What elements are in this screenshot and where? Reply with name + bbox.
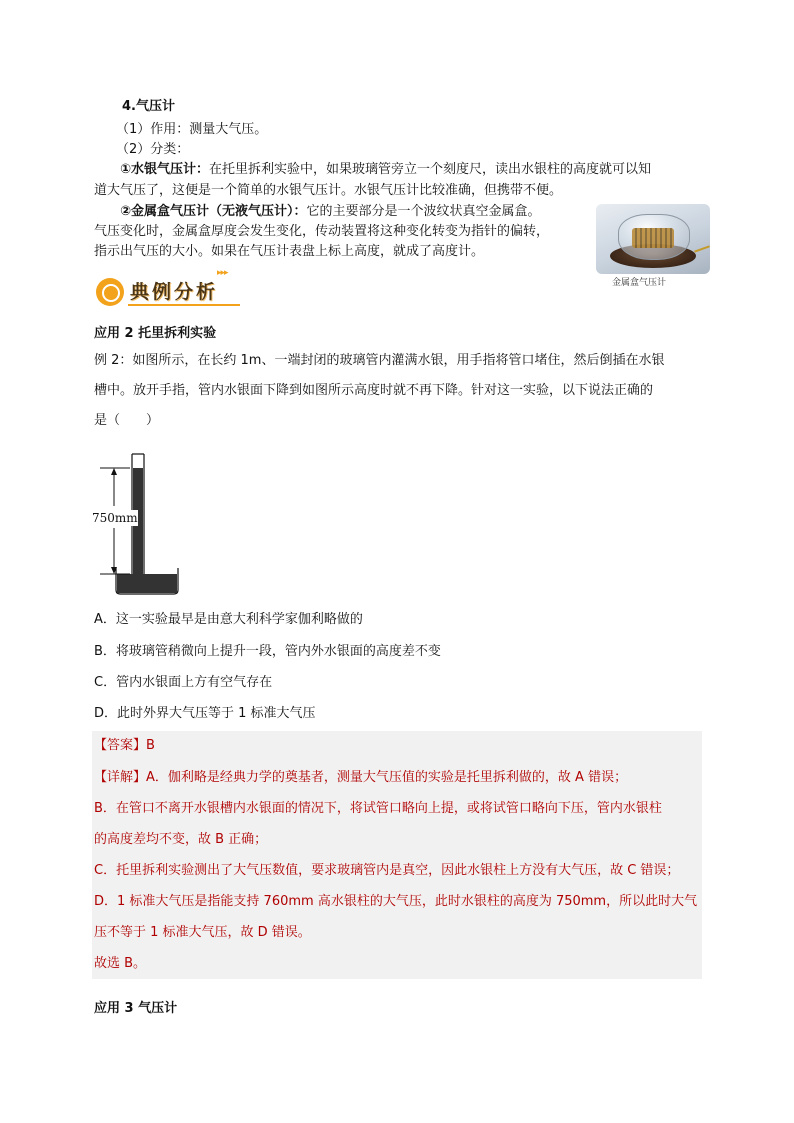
question-line2: 槽中。放开手指，管内水银面下降到如图所示高度时就不再下降。针对这一实验，以下说法正确的	[94, 383, 654, 398]
detail-c-line: C．托里拆利实验测出了大气压数值，要求玻璃管内是真空，因此水银柱上方没有大气压，故 C 错误；	[94, 863, 680, 878]
question-line1: 例 2：如图所示，在长约 1m、一端封闭的玻璃管内灌满水银，用手指将管口堵住，然后倒插在水银	[94, 353, 665, 368]
aneroid-barometer-text1: 它的主要部分是一个波纹状真空金属盒。	[306, 204, 541, 219]
detail-a-line	[94, 769, 627, 787]
aneroid-barometer-photo	[596, 204, 710, 274]
question-line3: 是（ ）	[94, 413, 160, 428]
arrows-icon: ▸▸▸	[217, 268, 228, 278]
detail-b-line2: 的高度差均不变，故 B 正确；	[94, 832, 268, 847]
function-item: （1）作用：测量大气压。	[116, 122, 268, 137]
option-d: D．此时外界大气压等于 1 标准大气压	[94, 706, 316, 721]
mercury-column	[133, 468, 143, 590]
aneroid-barometer-line1	[120, 203, 541, 221]
barometer-wire	[694, 245, 710, 252]
detail-label: 【详解】	[94, 770, 147, 785]
globe-icon	[96, 278, 124, 306]
option-c: C．管内水银面上方有空气存在	[94, 675, 273, 690]
detail-a-text: A．伽利略是经典力学的奠基者，测量大气压值的实验是托里拆利做的，故 A 错误；	[146, 770, 628, 785]
application-3-heading: 应用 3 气压计	[94, 1001, 178, 1016]
answer-label: 【答案】B	[94, 738, 155, 753]
detail-d-line1: D．1 标准大气压是指能支持 760mm 高水银柱的大气压，此时水银柱的高度为 750mm，所以此时大气	[94, 894, 698, 909]
mercury-barometer-line2: 道大气压了，这便是一个简单的水银气压计。水银气压计比较准确，但携带不便。	[94, 183, 563, 198]
photo-caption: 金属盒气压计	[612, 278, 667, 288]
height-label: 750mm	[92, 511, 138, 525]
conclusion: 故选 B。	[94, 956, 147, 971]
option-b: B．将玻璃管稍微向上提升一段，管内外水银面的高度差不变	[94, 644, 441, 659]
detail-b-line1: B．在管口不离开水银槽内水银面的情况下，将试管口略向上提，或将试管口略向下压，管内水银柱	[94, 801, 662, 816]
banner-underline	[128, 304, 240, 306]
mercury-barometer-line1	[120, 161, 651, 179]
detail-d-line2: 压不等于 1 标准大气压，故 D 错误。	[94, 925, 311, 940]
section-heading: 4.气压计	[122, 99, 175, 114]
barometer-mechanism	[632, 228, 674, 248]
application-2-heading: 应用 2 托里拆利实验	[94, 326, 217, 341]
trough-mercury	[117, 574, 177, 593]
aneroid-barometer-term: ②金属盒气压计（无液气压计）：	[120, 204, 307, 219]
dimension-arrow-up	[111, 468, 117, 475]
classification-item: （2）分类：	[116, 142, 190, 157]
option-a: A．这一实验最早是由意大利科学家伽利略做的	[94, 612, 363, 627]
mercury-barometer-term: ①水银气压计：	[120, 162, 210, 177]
banner-title: 典例分析	[130, 281, 219, 303]
mercury-barometer-text1: 在托里拆利实验中，如果玻璃管旁立一个刻度尺，读出水银柱的高度就可以知	[209, 162, 652, 177]
aneroid-barometer-line2: 气压变化时，金属盒厚度会发生变化，传动装置将这种变化转变为指针的偏转，	[94, 224, 550, 239]
example-analysis-banner	[96, 268, 240, 306]
aneroid-barometer-line3: 指示出气压的大小。如果在气压计表盘上标上高度，就成了高度计。	[94, 244, 485, 259]
